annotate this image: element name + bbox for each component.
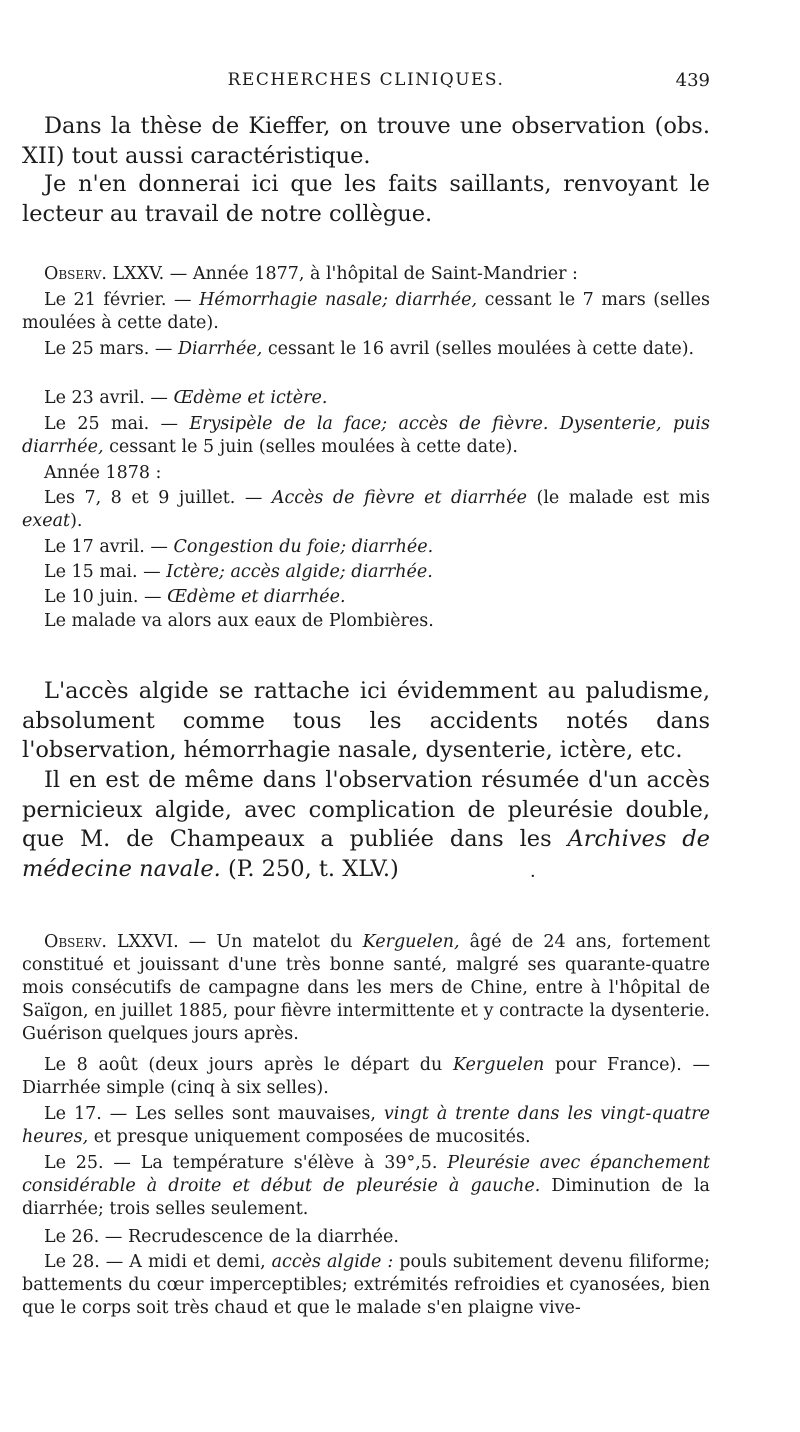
book-page [22,0,710,1432]
obs-75-entry: Le 17 avril. — Congestion du foie; diarrhée. [44,537,434,557]
commentary-paragraph-1: L'accès algide se rattache ici évidemment au paludisme, absolument comme tous les accidents notés dans l'observation, hémorrhagie nasale, dysenterie, ictère, etc. [22,678,710,763]
page-number: 439 [675,70,710,91]
page-header [22,70,710,94]
obs-75-entry: Le 15 mai. — Ictère; accès algide; diarrhée. [44,562,433,582]
obs-76-paragraph: Le 8 août (deux jours après le départ du Kerguelen pour France). — Diarrhée simple (cinq à six selles). [22,1055,710,1098]
obs-75-year: Année 1878 : [44,463,162,483]
intro-paragraph-1: Dans la thèse de Kieffer, on trouve une observation (obs. XII) tout aussi caractéristique. [22,113,710,169]
obs-label: Observ. [44,264,107,284]
obs-76-paragraph: Observ. LXXVI. — Un matelot du Kerguelen, âgé de 24 ans, fortement constitué et jouissant d'une très bonne santé, malgré ses quarante-quatre mois consécutifs de campagne dans les mers de Chine, entre à l'hôpital de Saïgon, en juillet 1885, pour fièvre intermittente et y contracte la dysenterie. Guérison quelques jours après. [22,932,711,1044]
stray-mark: · [530,866,536,887]
obs-76-paragraph: Le 26. — Recrudescence de la diarrhée. [44,1227,399,1247]
obs-label: Observ. [44,932,107,952]
obs-75-entry: Les 7, 8 et 9 juillet. — Accès de fièvre et diarrhée (le malade est mis exeat). [22,488,710,531]
obs-75-entry: Le 10 juin. — Œdème et diarrhée. [44,587,346,607]
obs-75-title: Observ. LXXV. — Année 1877, à l'hôpital de Saint-Mandrier : [44,264,578,284]
obs-76-paragraph: Le 28. — A midi et demi, accès algide : pouls subitement devenu filiforme; battements du cœur imperceptibles; extrémités refroidies et cyanosées, bien que le corps soit très chaud et que le malade s'en plaigne vive- [22,1252,710,1318]
obs-75-entry: Le malade va alors aux eaux de Plombières. [44,611,434,631]
intro-paragraph-2: Je n'en donnerai ici que les faits saillants, renvoyant le lecteur au travail de notre collègue. [22,171,710,227]
obs-75-entry: Le 25 mai. — Erysipèle de la face; accès de fièvre. Dysenterie, puis diarrhée, cessant le 5 juin (selles moulées à cette date). [22,414,710,457]
obs-75-entry: Le 23 avril. — Œdème et ictère. [44,388,328,408]
obs-76-paragraph: Le 17. — Les selles sont mauvaises, vingt à trente dans les vingt-quatre heures, et presque uniquement composées de mucosités. [22,1104,710,1147]
obs-76-paragraph: Le 25. — La température s'élève à 39°,5. Pleurésie avec épanchement considérable à droite et début de pleurésie à gauche. Diminution de la diarrhée; trois selles seulement. [22,1153,710,1219]
running-head: RECHERCHES CLINIQUES. [227,70,505,90]
obs-75-entry: Le 21 février. — Hémorrhagie nasale; diarrhée, cessant le 7 mars (selles moulées à cette date). [22,290,710,333]
obs-75-entry: Le 25 mars. — Diarrhée, cessant le 16 avril (selles moulées à cette date). [44,339,695,359]
commentary-paragraph-2: Il en est de même dans l'observation résumée d'un accès pernicieux algide, avec complication de pleurésie double, que M. de Champeaux a publiée dans les Archives de médecine navale. (P. 250, t. XLV.) [22,767,710,882]
